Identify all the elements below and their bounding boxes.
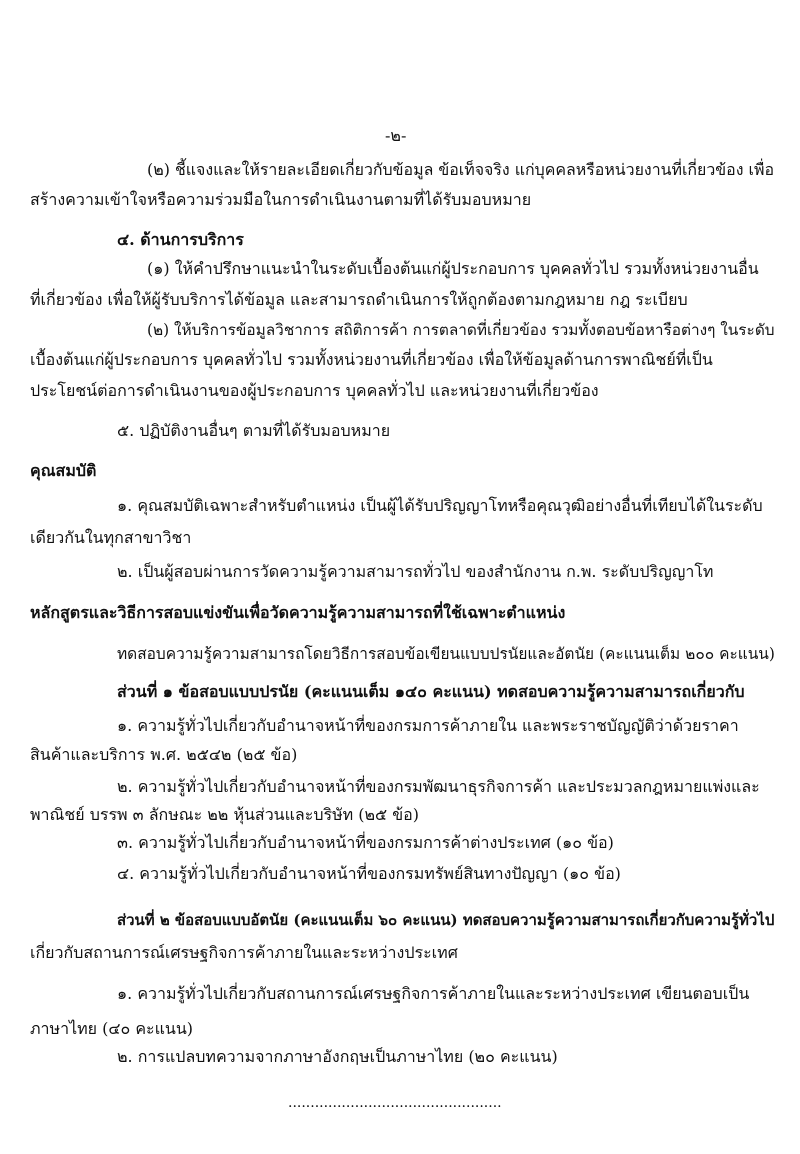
exam-heading: หลักสูตรและวิธีการสอบแข่งขันเพื่อวัดความรู้ความสามารถที่ใช้เฉพาะตำแหน่ง (30, 603, 566, 622)
section-heading: ๔. ด้านการบริการ (117, 230, 244, 249)
paragraph-line: ๒. ความรู้ทั่วไปเกี่ยวกับอำนาจหน้าที่ของกรมพัฒนาธุรกิจการค้า และประมวลกฎหมายแพ่งและ (117, 777, 760, 796)
paragraph-line: ๔. ความรู้ทั่วไปเกี่ยวกับอำนาจหน้าที่ของกรมทรัพย์สินทางปัญญา (๑๐ ข้อ) (117, 864, 621, 883)
section-heading: ๕. ปฏิบัติงานอื่นๆ ตามที่ได้รับมอบหมาย (117, 421, 391, 440)
paragraph-line: (๒) ให้บริการข้อมูลวิชาการ สถิติการค้า การตลาดที่เกี่ยวข้อง รวมทั้งตอบข้อหารือต่างๆ ในระดับ (147, 321, 775, 339)
end-marker: ................................................ (288, 1095, 502, 1111)
paragraph-line: ภาษาไทย (๔๐ คะแนน) (30, 1019, 194, 1038)
paragraph-line: ๑. ความรู้ทั่วไปเกี่ยวกับอำนาจหน้าที่ของกรมการค้าภายใน และพระราชบัญญัติว่าด้วยราคา (117, 716, 739, 735)
paragraph-line: สร้างความเข้าใจหรือความร่วมมือในการดำเนินงานตามที่ได้รับมอบหมาย (30, 190, 532, 209)
paragraph-line: ๓. ความรู้ทั่วไปเกี่ยวกับอำนาจหน้าที่ของกรมการค้าต่างประเทศ (๑๐ ข้อ) (117, 833, 614, 852)
qualifications-heading: คุณสมบัติ (30, 461, 97, 480)
paragraph-line: ประโยชน์ต่อการดำเนินงานของผู้ประกอบการ บุคคลทั่วไป และหน่วยงานที่เกี่ยวข้อง (30, 381, 599, 400)
paragraph-line: ๑. คุณสมบัติเฉพาะสำหรับตำแหน่ง เป็นผู้ได้รับปริญญาโทหรือคุณวุฒิอย่างอื่นที่เทียบได้ในระดับ (117, 496, 763, 515)
paragraph-line: ๑. ความรู้ทั่วไปเกี่ยวกับสถานการณ์เศรษฐกิจการค้าภายในและระหว่างประเทศ เขียนตอบเป็น (117, 984, 750, 1003)
paragraph-line: ๒. การแปลบทความจากภาษาอังกฤษเป็นภาษาไทย (๒๐ คะแนน) (117, 1047, 558, 1066)
paragraph-line: ๒. เป็นผู้สอบผ่านการวัดความรู้ความสามารถทั่วไป ของสำนักงาน ก.พ. ระดับปริญญาโท (117, 562, 714, 581)
paragraph-line: เบื้องต้นแก่ผู้ประกอบการ บุคคลทั่วไป รวมทั้งหน่วยงานที่เกี่ยวข้อง เพื่อให้ข้อมูลด้านการพาณิชย์ที่เป็น (30, 350, 713, 369)
paragraph-line: เดียวกันในทุกสาขาวิชา (30, 528, 192, 547)
paragraph-line: (๑) ให้คำปรึกษาแนะนำในระดับเบื้องต้นแก่ผู้ประกอบการ บุคคลทั่วไป รวมทั้งหน่วยงานอื่น (147, 259, 759, 278)
paragraph-line: พาณิชย์ บรรพ ๓ ลักษณะ ๒๒ หุ้นส่วนและบริษัท (๒๕ ข้อ) (30, 805, 420, 824)
paragraph-line: ที่เกี่ยวข้อง เพื่อให้ผู้รับบริการได้ข้อมูล และสามารถดำเนินการให้ถูกต้องตามกฎหมาย กฎ ระเบียบ (30, 290, 688, 309)
page-number: -๒- (385, 126, 407, 145)
paragraph-line: (๒) ชี้แจงและให้รายละเอียดเกี่ยวกับข้อมูล ข้อเท็จจริง แก่บุคคลหรือหน่วยงานที่เกี่ยวข้อง เพื่อ (147, 160, 775, 179)
paragraph-line: เกี่ยวกับสถานการณ์เศรษฐกิจการค้าภายในและระหว่างประเทศ (30, 943, 458, 962)
paragraph-line: ทดสอบความรู้ความสามารถโดยวิธีการสอบข้อเขียนแบบปรนัยและอัตนัย (คะแนนเต็ม ๒๐๐ คะแนน) (117, 645, 775, 663)
part-heading: ส่วนที่ ๒ ข้อสอบแบบอัตนัย (คะแนนเต็ม ๖๐ คะแนน) ทดสอบความรู้ความสามารถเกี่ยวกับความรู้ทั่วไป (117, 911, 775, 929)
part-heading: ส่วนที่ ๑ ข้อสอบแบบปรนัย (คะแนนเต็ม ๑๔๐ คะแนน) ทดสอบความรู้ความสามารถเกี่ยวกับ (117, 682, 745, 701)
paragraph-line: สินค้าและบริการ พ.ศ. ๒๕๔๒ (๒๕ ข้อ) (30, 745, 298, 764)
